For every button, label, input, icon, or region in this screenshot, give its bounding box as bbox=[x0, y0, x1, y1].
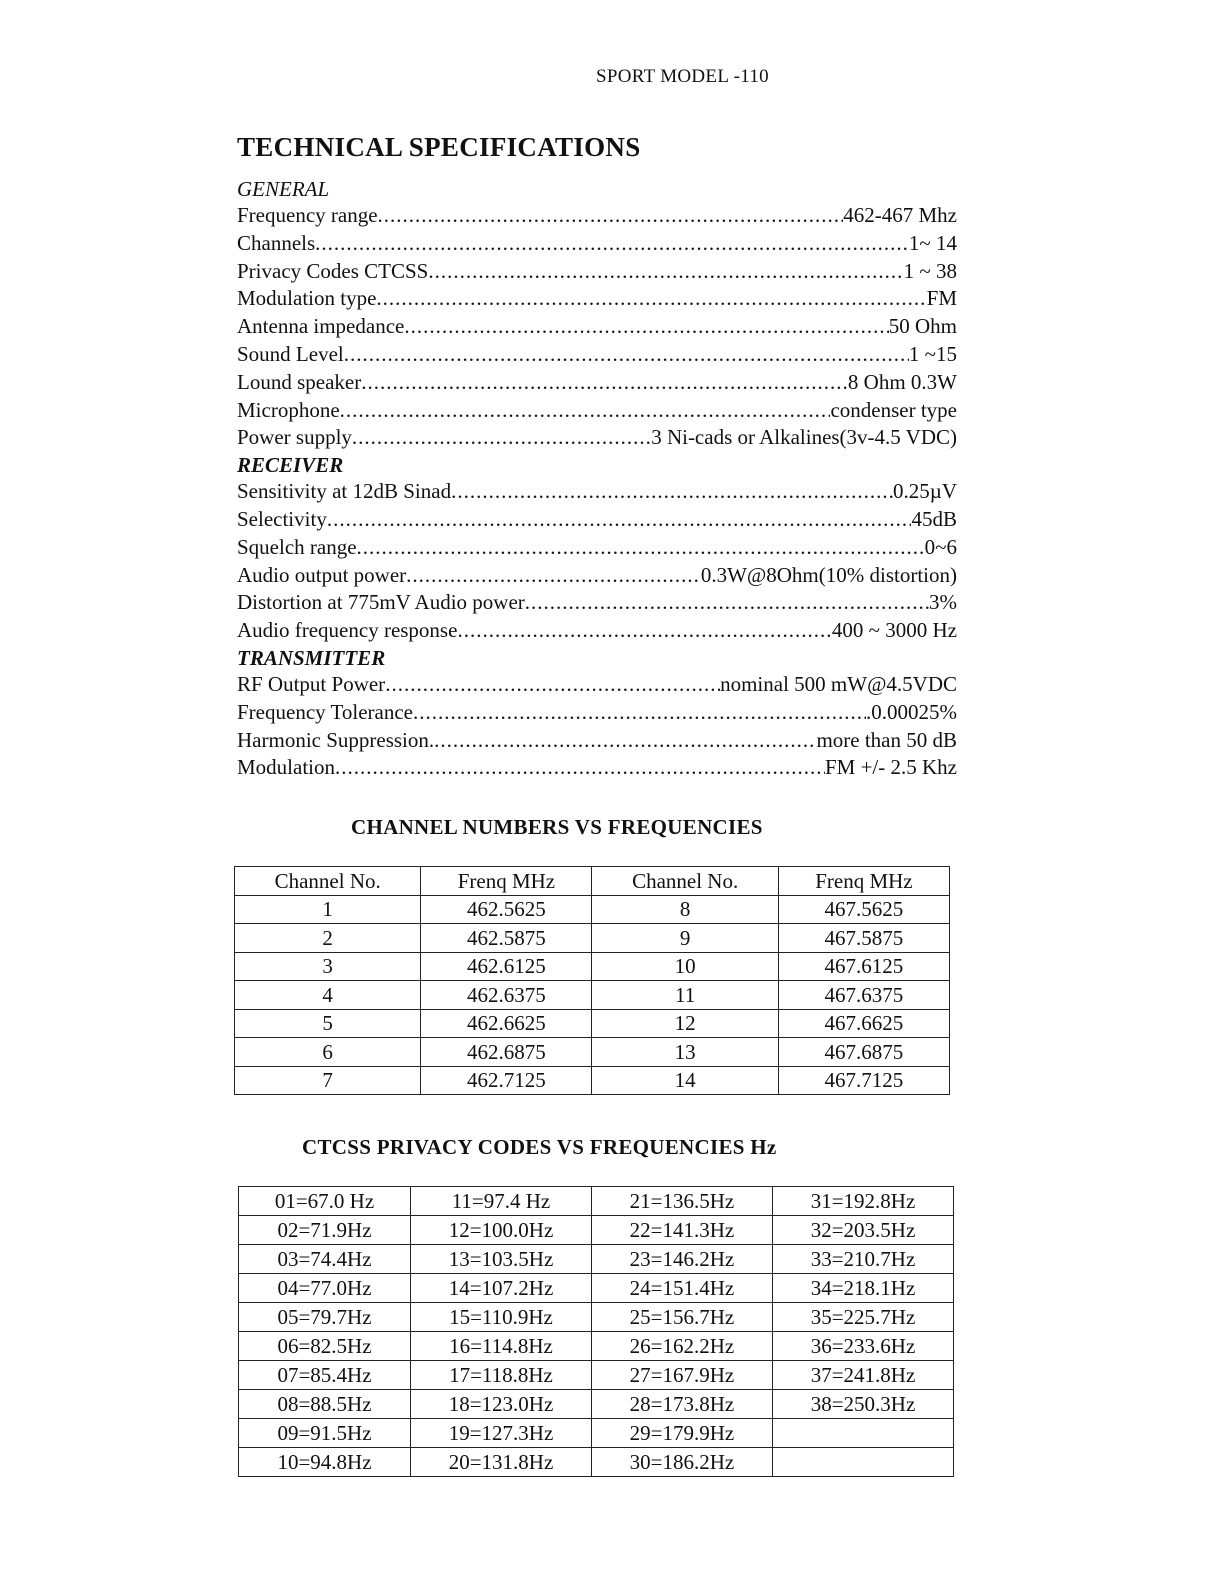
dot-leader bbox=[327, 506, 912, 534]
table-cell: 24=151.4Hz bbox=[591, 1274, 772, 1303]
table-cell: 08=88.5Hz bbox=[239, 1390, 411, 1419]
table-cell: 29=179.9Hz bbox=[591, 1419, 772, 1448]
spec-row bbox=[237, 369, 957, 397]
spec-label: Frequency Tolerance bbox=[237, 699, 413, 724]
table-cell: 38=250.3Hz bbox=[772, 1390, 953, 1419]
table-cell: 5 bbox=[235, 1009, 421, 1038]
spec-label: Frequency range bbox=[237, 203, 378, 227]
table-row bbox=[235, 981, 950, 1010]
spec-value: 1 ~15 bbox=[908, 341, 957, 366]
dot-leader bbox=[525, 589, 929, 617]
table-cell: 11=97.4 Hz bbox=[411, 1187, 592, 1216]
table-cell: 467.6125 bbox=[778, 952, 949, 981]
spec-value: 50 Ohm bbox=[888, 314, 957, 339]
table-cell: 9 bbox=[592, 924, 778, 953]
table-cell: 14 bbox=[592, 1066, 778, 1095]
spec-row bbox=[237, 589, 957, 617]
spec-row bbox=[237, 202, 957, 230]
table-cell: 36=233.6Hz bbox=[772, 1332, 953, 1361]
table-row bbox=[239, 1187, 954, 1216]
table-cell: 35=225.7Hz bbox=[772, 1303, 953, 1332]
dot-leader bbox=[434, 727, 816, 755]
table-row bbox=[239, 1390, 954, 1419]
table-cell: 3 bbox=[235, 952, 421, 981]
spec-row bbox=[237, 397, 957, 425]
table-cell: 23=146.2Hz bbox=[591, 1245, 772, 1274]
spec-label: Sound Level bbox=[237, 341, 344, 366]
table-cell bbox=[772, 1419, 953, 1448]
dot-leader bbox=[378, 202, 844, 230]
table-row bbox=[239, 1361, 954, 1390]
table-cell: 34=218.1Hz bbox=[772, 1274, 953, 1303]
table-cell: 462.7125 bbox=[421, 1066, 592, 1095]
table-cell: 02=71.9Hz bbox=[239, 1216, 411, 1245]
table-cell: 16=114.8Hz bbox=[411, 1332, 592, 1361]
section-title-general: GENERAL bbox=[237, 177, 330, 201]
spec-row bbox=[237, 341, 957, 369]
spec-row bbox=[237, 285, 957, 313]
table-cell: 467.6375 bbox=[778, 981, 949, 1010]
spec-label: Selectivity bbox=[237, 506, 327, 531]
spec-value: nominal 500 mW@4.5VDC bbox=[720, 671, 957, 696]
spec-value: 0~6 bbox=[924, 534, 957, 559]
table-cell: 8 bbox=[592, 895, 778, 924]
table-cell: 13 bbox=[592, 1038, 778, 1067]
table-row bbox=[239, 1332, 954, 1361]
table-row bbox=[239, 1448, 954, 1477]
column-header: Frenq MHz bbox=[421, 867, 592, 896]
table-row bbox=[239, 1245, 954, 1274]
spec-value: .0.00025% bbox=[866, 699, 957, 724]
table-cell: 462.6375 bbox=[421, 981, 592, 1010]
spec-row bbox=[237, 313, 957, 341]
spec-value: 462-467 Mhz bbox=[843, 203, 957, 227]
section-title-transmitter: TRANSMITTER bbox=[237, 645, 386, 670]
table-cell: 467.5625 bbox=[778, 895, 949, 924]
spec-label: Channels bbox=[237, 230, 316, 255]
spec-row bbox=[237, 754, 957, 782]
table-cell: 10=94.8Hz bbox=[239, 1448, 411, 1477]
spec-value: 400 ~ 3000 Hz bbox=[831, 618, 957, 643]
spec-value: 0.25µV bbox=[892, 479, 957, 504]
spec-label: Squelch range bbox=[237, 534, 357, 559]
table-cell: 06=82.5Hz bbox=[239, 1332, 411, 1361]
dot-leader bbox=[344, 341, 909, 369]
table-row bbox=[235, 895, 950, 924]
spec-label: Lound speaker bbox=[237, 369, 362, 394]
spec-value: 45dB bbox=[911, 506, 957, 531]
spec-row bbox=[237, 258, 957, 286]
spec-row bbox=[237, 727, 957, 755]
spec-row bbox=[237, 699, 957, 727]
table-cell bbox=[772, 1448, 953, 1477]
spec-value: 0.3W@8Ohm(10% distortion) bbox=[700, 562, 957, 587]
table-cell: 33=210.7Hz bbox=[772, 1245, 953, 1274]
spec-row bbox=[237, 478, 957, 506]
spec-value: 1~ 14 bbox=[908, 230, 957, 255]
table-cell: 467.6625 bbox=[778, 1009, 949, 1038]
spec-label: Distortion at 775mV Audio power bbox=[237, 590, 525, 615]
spec-value: 8 Ohm 0.3W bbox=[847, 369, 957, 394]
table-cell: 21=136.5Hz bbox=[591, 1187, 772, 1216]
spec-label: Microphone bbox=[237, 397, 340, 422]
table-row bbox=[239, 1419, 954, 1448]
table-row bbox=[235, 1066, 950, 1095]
spec-label: Modulation bbox=[237, 755, 335, 780]
table-row bbox=[239, 1303, 954, 1332]
spec-row bbox=[237, 671, 957, 699]
spec-row bbox=[237, 562, 957, 590]
table-cell: 462.6875 bbox=[421, 1038, 592, 1067]
column-header: Frenq MHz bbox=[778, 867, 949, 896]
spec-label: Power supply bbox=[237, 425, 352, 450]
table-cell: 2 bbox=[235, 924, 421, 953]
spec-value: condenser type bbox=[830, 397, 957, 422]
spec-label: Sensitivity at 12dB Sinad bbox=[237, 479, 452, 504]
table-cell: 12 bbox=[592, 1009, 778, 1038]
dot-leader bbox=[457, 617, 831, 645]
dot-leader bbox=[404, 313, 888, 341]
table-row bbox=[239, 1216, 954, 1245]
table-cell: 15=110.9Hz bbox=[411, 1303, 592, 1332]
page-header: SPORT MODEL -110 bbox=[596, 66, 769, 87]
channel-table-title: CHANNEL NUMBERS VS FREQUENCIES bbox=[351, 815, 763, 839]
table-cell: 20=131.8Hz bbox=[411, 1448, 592, 1477]
table-row bbox=[235, 952, 950, 981]
dot-leader bbox=[406, 562, 701, 590]
table-row bbox=[239, 1274, 954, 1303]
spec-label: Audio frequency response bbox=[237, 618, 458, 643]
table-cell: 12=100.0Hz bbox=[411, 1216, 592, 1245]
table-cell: 03=74.4Hz bbox=[239, 1245, 411, 1274]
table-cell: 28=173.8Hz bbox=[591, 1390, 772, 1419]
ctcss-codes-table bbox=[238, 1186, 954, 1477]
dot-leader bbox=[335, 754, 825, 782]
spec-label: Privacy Codes CTCSS bbox=[237, 258, 429, 283]
table-row bbox=[235, 924, 950, 953]
table-cell: 7 bbox=[235, 1066, 421, 1095]
spec-label: Modulation type bbox=[237, 286, 377, 311]
table-cell: 01=67.0 Hz bbox=[239, 1187, 411, 1216]
table-cell: 32=203.5Hz bbox=[772, 1216, 953, 1245]
table-cell: 14=107.2Hz bbox=[411, 1274, 592, 1303]
dot-leader bbox=[428, 258, 903, 286]
table-cell: 05=79.7Hz bbox=[239, 1303, 411, 1332]
spec-row bbox=[237, 534, 957, 562]
dot-leader bbox=[357, 534, 925, 562]
table-cell: 10 bbox=[592, 952, 778, 981]
table-header-row bbox=[235, 867, 950, 896]
table-row bbox=[235, 1009, 950, 1038]
table-row bbox=[235, 1038, 950, 1067]
table-cell: 30=186.2Hz bbox=[591, 1448, 772, 1477]
table-cell: 6 bbox=[235, 1038, 421, 1067]
dot-leader bbox=[340, 397, 831, 425]
table-cell: 04=77.0Hz bbox=[239, 1274, 411, 1303]
dot-leader bbox=[315, 230, 909, 258]
spec-value: 1 ~ 38 bbox=[903, 258, 957, 283]
spec-label: Antenna impedance bbox=[237, 314, 405, 339]
table-cell: 1 bbox=[235, 895, 421, 924]
table-cell: 462.6625 bbox=[421, 1009, 592, 1038]
table-cell: 37=241.8Hz bbox=[772, 1361, 953, 1390]
table-cell: 25=156.7Hz bbox=[591, 1303, 772, 1332]
table-cell: 462.5875 bbox=[421, 924, 592, 953]
spec-label: Harmonic Suppression. bbox=[237, 727, 435, 752]
dot-leader bbox=[385, 671, 720, 699]
dot-leader bbox=[451, 478, 893, 506]
spec-row bbox=[237, 424, 957, 452]
column-header: Channel No. bbox=[592, 867, 778, 896]
dot-leader bbox=[352, 424, 651, 452]
spec-row bbox=[237, 506, 957, 534]
spec-value: 3 Ni-cads or Alkalines(3v-4.5 VDC) bbox=[651, 425, 957, 450]
dot-leader bbox=[376, 285, 926, 313]
table-cell: 17=118.8Hz bbox=[411, 1361, 592, 1390]
spec-value: FM +/- 2.5 Khz bbox=[824, 755, 957, 780]
table-cell: 4 bbox=[235, 981, 421, 1010]
table-cell: 18=123.0Hz bbox=[411, 1390, 592, 1419]
table-cell: 09=91.5Hz bbox=[239, 1419, 411, 1448]
spec-value: FM bbox=[926, 286, 957, 311]
table-cell: 22=141.3Hz bbox=[591, 1216, 772, 1245]
spec-label: Audio output power bbox=[237, 562, 407, 587]
table-cell: 467.6875 bbox=[778, 1038, 949, 1067]
table-cell: 13=103.5Hz bbox=[411, 1245, 592, 1274]
table-cell: 467.7125 bbox=[778, 1066, 949, 1095]
table-cell: 07=85.4Hz bbox=[239, 1361, 411, 1390]
table-cell: 462.6125 bbox=[421, 952, 592, 981]
spec-value: more than 50 dB bbox=[816, 727, 957, 752]
table-cell: 26=162.2Hz bbox=[591, 1332, 772, 1361]
dot-leader bbox=[413, 699, 866, 727]
table-cell: 31=192.8Hz bbox=[772, 1187, 953, 1216]
ctcss-table-title: CTCSS PRIVACY CODES VS FREQUENCIES Hz bbox=[302, 1135, 777, 1159]
channel-frequency-table bbox=[234, 866, 950, 1095]
table-cell: 19=127.3Hz bbox=[411, 1419, 592, 1448]
spec-row bbox=[237, 617, 957, 645]
section-title-receiver: RECEIVER bbox=[237, 453, 344, 478]
spec-row bbox=[237, 230, 957, 258]
dot-leader bbox=[361, 369, 848, 397]
table-cell: 462.5625 bbox=[421, 895, 592, 924]
table-cell: 11 bbox=[592, 981, 778, 1010]
column-header: Channel No. bbox=[235, 867, 421, 896]
page-title: TECHNICAL SPECIFICATIONS bbox=[237, 132, 641, 162]
table-cell: 27=167.9Hz bbox=[591, 1361, 772, 1390]
specifications-list bbox=[237, 176, 957, 782]
spec-value: 3% bbox=[929, 590, 957, 615]
table-cell: 467.5875 bbox=[778, 924, 949, 953]
spec-label: RF Output Power bbox=[237, 671, 386, 696]
